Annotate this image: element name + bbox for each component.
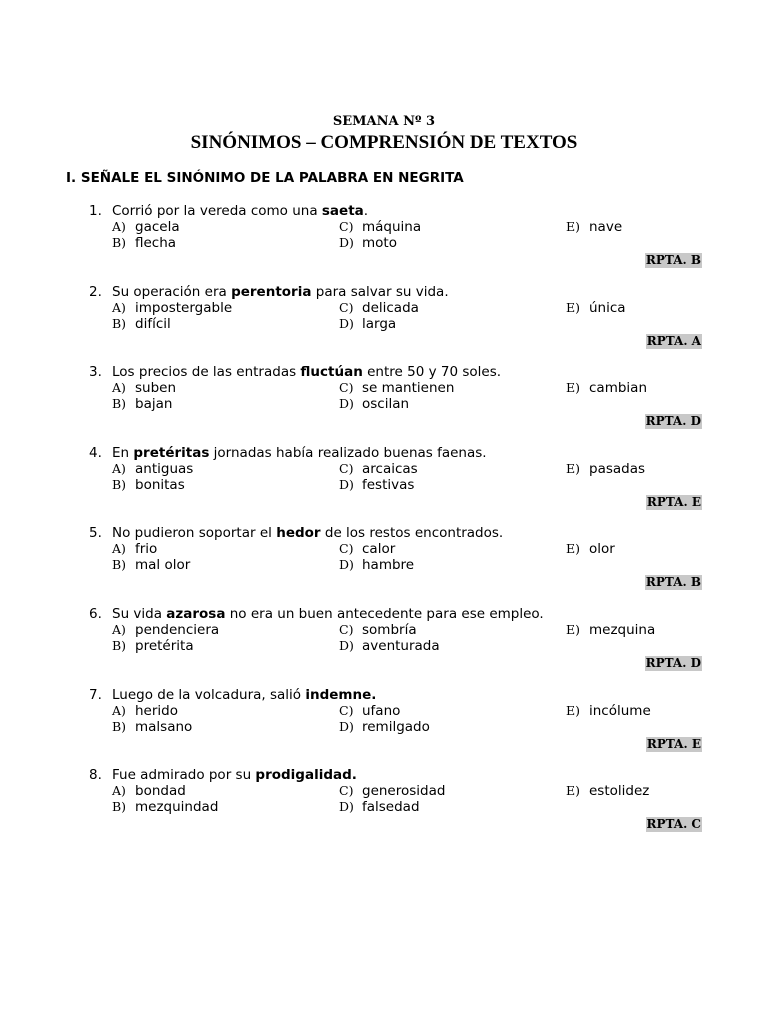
answer-option [339, 380, 454, 396]
option-letter: B) [112, 476, 127, 492]
option-text: herido [135, 702, 178, 719]
option-text: pasadas [589, 460, 646, 477]
question-text-after: no era un buen antecedente para ese empleo. [225, 606, 544, 622]
option-text: arcaicas [362, 460, 418, 477]
question-item [0, 364, 768, 436]
option-letter: E) [566, 702, 581, 718]
question-number: 6. [89, 606, 102, 622]
option-letter: C) [339, 541, 354, 557]
option-text: bondad [135, 783, 186, 800]
answer-option [112, 396, 172, 412]
option-text: delicada [362, 299, 419, 316]
option-letter: B) [112, 235, 127, 250]
option-text: suben [135, 380, 177, 397]
question-text-before: Fue admirado por su [112, 767, 256, 784]
option-text: oscilan [362, 396, 410, 413]
question-keyword: pretéritas [133, 444, 210, 461]
answer-option [112, 622, 219, 638]
question-keyword: indemne. [305, 686, 377, 703]
option-letter: B) [112, 638, 127, 653]
option-text: larga [362, 315, 397, 332]
question-text-before: Corrió por la vereda como una [112, 203, 322, 219]
answer-option [339, 703, 400, 719]
option-text: ufano [362, 702, 401, 719]
question-keyword: hedor [276, 525, 321, 542]
option-letter: E) [566, 460, 581, 476]
option-text: generosidad [362, 783, 446, 800]
answer-option [112, 219, 180, 235]
answer-option [566, 380, 647, 396]
option-text: frio [135, 541, 158, 558]
option-text: única [589, 299, 626, 316]
answer-option [112, 235, 176, 251]
option-letter: C) [339, 380, 354, 396]
question-number: 7. [89, 686, 102, 703]
option-letter: E) [566, 299, 581, 315]
question-text-after: entre 50 y 70 soles. [362, 364, 502, 381]
option-text: gacela [135, 219, 180, 235]
question-item [0, 284, 768, 356]
option-letter: E) [566, 380, 581, 396]
option-letter: D) [339, 799, 354, 815]
option-letter: E) [566, 541, 581, 557]
option-letter: D) [339, 557, 354, 573]
option-text: pretérita [135, 638, 194, 654]
option-text: impostergable [135, 299, 233, 316]
option-text: se mantienen [362, 380, 455, 397]
question-stem [89, 687, 376, 703]
question-item [0, 606, 768, 678]
question-number: 8. [89, 767, 102, 784]
option-text: incólume [589, 702, 651, 719]
answer-option [112, 541, 157, 557]
question-item [0, 203, 768, 275]
answer-option [339, 557, 414, 573]
option-text: falsedad [362, 799, 420, 816]
option-letter: A) [112, 702, 126, 718]
answer-option [566, 622, 655, 638]
option-letter: D) [339, 476, 354, 492]
question-keyword: azarosa [166, 606, 226, 622]
answer-option [112, 799, 218, 815]
question-text-before: No pudieron soportar el [112, 525, 277, 542]
option-text: bajan [135, 396, 173, 413]
option-text: sombría [362, 622, 417, 638]
option-text: difícil [135, 315, 171, 332]
option-letter: D) [339, 718, 354, 734]
answer-badge: RPTA. A [646, 333, 701, 348]
option-letter: C) [339, 219, 354, 234]
answer-option [112, 380, 176, 396]
option-letter: D) [339, 235, 354, 250]
question-keyword: saeta [321, 203, 364, 219]
option-letter: A) [112, 460, 126, 476]
option-letter: D) [339, 315, 354, 331]
option-text: mal olor [135, 557, 191, 574]
answer-option [339, 638, 440, 654]
answer-badge: RPTA. E [646, 736, 701, 751]
question-text-before: Su operación era [112, 283, 232, 300]
question-stem [89, 284, 449, 300]
question-number: 2. [89, 283, 102, 300]
option-letter: B) [112, 557, 127, 573]
option-letter: D) [339, 396, 354, 412]
option-letter: B) [112, 799, 127, 815]
answer-badge: RPTA. D [645, 656, 701, 670]
option-text: hambre [362, 557, 415, 574]
question-number: 5. [89, 525, 102, 542]
answer-option [339, 622, 417, 638]
question-keyword: fluctúan [300, 364, 363, 381]
answer-option [339, 300, 419, 316]
answer-option [339, 719, 430, 735]
option-letter: C) [339, 783, 354, 799]
answer-badge: RPTA. B [645, 575, 701, 590]
option-letter: B) [112, 718, 127, 734]
option-letter: C) [339, 622, 354, 637]
question-text-before: En [112, 444, 134, 461]
page-title: SINÓNIMOS – COMPRENSIÓN DE TEXTOS [190, 132, 578, 153]
answer-option [339, 396, 409, 412]
question-stem [89, 364, 501, 380]
option-letter: C) [339, 702, 354, 718]
option-text: bonitas [135, 476, 185, 493]
answer-option [112, 783, 186, 799]
option-text: malsano [135, 718, 193, 735]
option-text: moto [362, 235, 397, 251]
option-letter: C) [339, 460, 354, 476]
answer-option [112, 316, 171, 332]
option-text: antiguas [135, 460, 194, 477]
option-letter: E) [566, 783, 581, 799]
option-letter: E) [566, 622, 581, 637]
answer-badge: RPTA. E [646, 494, 701, 509]
answer-option [112, 461, 193, 477]
option-letter: B) [112, 396, 127, 412]
question-item [0, 687, 768, 759]
answer-option [566, 541, 615, 557]
question-number: 1. [89, 203, 102, 219]
question-text-before: Luego de la volcadura, salió [112, 686, 306, 703]
option-text: remilgado [362, 718, 430, 735]
question-text-after: de los restos encontrados. [320, 525, 504, 542]
answer-option [566, 461, 645, 477]
option-letter: A) [112, 541, 126, 557]
answer-option [112, 638, 194, 654]
question-keyword: perentoria [231, 283, 312, 300]
question-stem [89, 606, 544, 622]
question-item [0, 445, 768, 517]
option-text: flecha [135, 235, 177, 251]
answer-option [112, 300, 232, 316]
question-text-before: Su vida [112, 606, 167, 622]
answer-badge: RPTA. D [645, 414, 701, 429]
answer-option [566, 783, 649, 799]
answer-option [112, 477, 185, 493]
answer-badge: RPTA. C [646, 817, 701, 832]
section-heading: I. SEÑALE EL SINÓNIMO DE LA PALABRA EN NEGRITA [66, 170, 464, 186]
option-text: máquina [362, 219, 422, 235]
question-item [0, 767, 768, 839]
option-text: nave [589, 219, 623, 235]
answer-option [339, 235, 397, 251]
answer-option [339, 783, 445, 799]
answer-option [112, 703, 178, 719]
question-item [0, 525, 768, 597]
question-stem [89, 203, 368, 219]
answer-option [339, 219, 421, 235]
answer-option [112, 557, 190, 573]
answer-option [339, 461, 418, 477]
question-number: 3. [89, 364, 102, 381]
answer-option [339, 477, 414, 493]
option-letter: A) [112, 299, 126, 315]
option-text: pendenciera [135, 622, 220, 638]
question-stem [89, 767, 357, 783]
answer-option [339, 541, 395, 557]
option-letter: A) [112, 783, 126, 799]
answer-option [112, 719, 192, 735]
question-text-after: para salvar su vida. [311, 283, 449, 300]
option-letter: A) [112, 380, 126, 396]
question-stem [89, 525, 503, 541]
option-letter: C) [339, 299, 354, 315]
answer-option [339, 316, 396, 332]
option-text: calor [362, 541, 396, 558]
question-keyword: prodigalidad. [255, 767, 357, 784]
answer-option [339, 799, 420, 815]
option-text: aventurada [362, 638, 440, 654]
question-text-after: jornadas había realizado buenas faenas. [209, 444, 487, 461]
option-letter: D) [339, 638, 354, 653]
option-text: estolidez [589, 783, 650, 800]
question-stem [89, 445, 487, 461]
answer-badge: RPTA. B [645, 253, 701, 267]
option-text: mezquina [589, 622, 656, 638]
question-text-before: Los precios de las entradas [112, 364, 301, 381]
option-letter: B) [112, 315, 127, 331]
week-heading: SEMANA Nº 3 [332, 114, 436, 129]
option-text: cambian [589, 380, 647, 397]
question-text-after: . [363, 203, 369, 219]
option-text: mezquindad [135, 799, 219, 816]
option-letter: E) [566, 219, 581, 234]
question-number: 4. [89, 444, 102, 461]
answer-option [566, 300, 626, 316]
answer-option [566, 219, 622, 235]
option-text: olor [589, 541, 615, 558]
option-letter: A) [112, 622, 126, 637]
answer-option [566, 703, 651, 719]
option-text: festivas [362, 476, 415, 493]
option-letter: A) [112, 219, 126, 234]
